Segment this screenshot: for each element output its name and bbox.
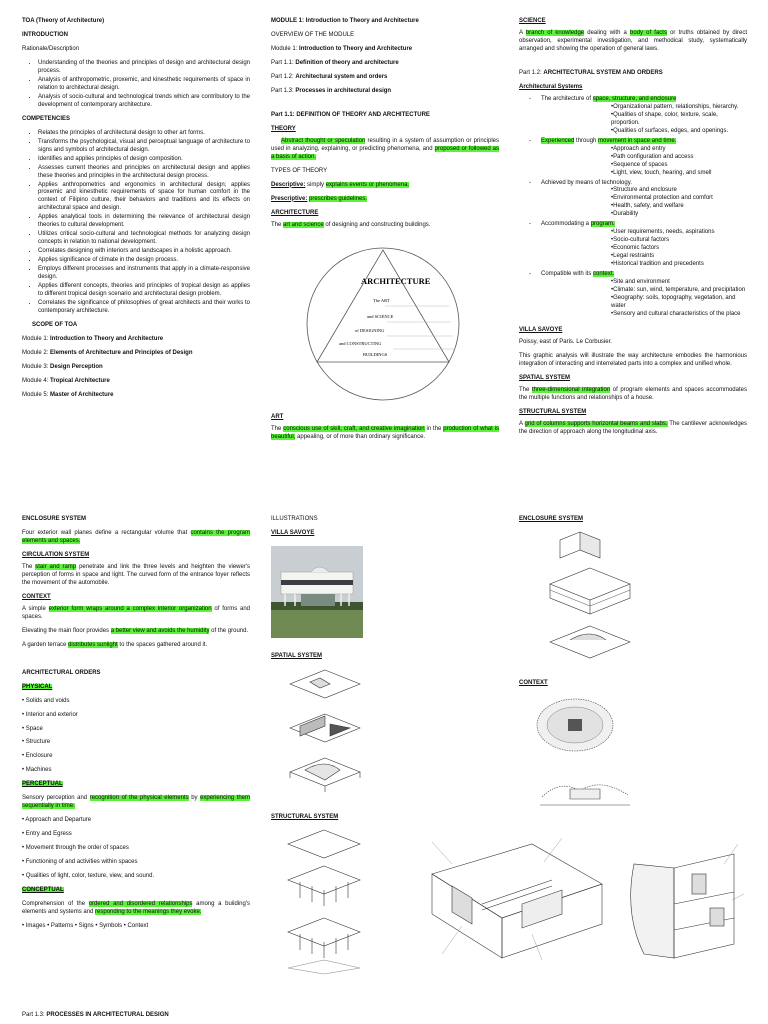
module-name: Elements of Architecture and Principles of Design — [50, 349, 193, 356]
conceptual-text — [22, 901, 250, 917]
art-definition — [271, 426, 499, 442]
list-item: • Enclosure — [22, 753, 53, 760]
diagram-the-art: The ART — [373, 298, 390, 303]
villa-location: Poissy, east of Paris. Le Corbusier. — [519, 338, 612, 345]
types-heading: TYPES OF THEORY — [271, 167, 328, 174]
text-run: The — [519, 386, 532, 393]
part-name: PROCESSES IN ARCHITECTURAL DESIGN — [46, 1012, 169, 1018]
document-title: TOA (Theory of Architecture) — [22, 18, 105, 24]
list-item: • Organizational pattern, relationships, hierarchy. — [611, 104, 747, 112]
context-text — [22, 628, 250, 636]
highlight: three-dimensional integration — [531, 386, 611, 393]
annotation-leader — [544, 838, 562, 862]
conceptual-list: • Images • Patterns • Signs • Symbols • Context — [22, 923, 149, 930]
list-item: • Approach and Departure — [22, 817, 92, 824]
structural-system-illustration-heading: STRUCTURAL SYSTEM — [271, 814, 339, 820]
art-section — [271, 414, 499, 448]
list-item — [519, 180, 747, 220]
list-item: • Space — [22, 725, 43, 732]
text-run: or truths obtained by direct observation, experimental investigation, and methodical study, systematically arranged and showing the operation of general laws. — [519, 29, 747, 52]
text-run: by — [188, 795, 201, 802]
enclosure-stack-element — [580, 532, 600, 558]
module-name: Introduction to Theory and Architecture — [299, 45, 413, 52]
module-prefix: Module 2: — [22, 349, 51, 356]
enclosure-system-text — [22, 530, 250, 546]
module-line — [22, 378, 250, 386]
text-run: A garden terrace — [22, 641, 69, 648]
list-item — [519, 271, 747, 319]
text-run: Four exterior wall planes define a rectangular volume that — [22, 529, 191, 536]
circulation-system-heading: CIRCULATION SYSTEM — [22, 551, 90, 558]
text-run: Sensory perception and — [22, 795, 90, 802]
highlight: conscious use of skill, craft, and creative imagination — [283, 425, 425, 432]
structural-system-text — [519, 421, 747, 437]
theory-heading: THEORY — [271, 125, 296, 132]
highlight: exterior form wraps around a complex interior organization — [48, 605, 212, 612]
highlight: grid of columns supports horizontal beams and slabs. — [524, 420, 668, 427]
list-item: • Environmental protection and comfort — [611, 195, 747, 203]
cutaway-room — [692, 874, 706, 894]
context-heading: CONTEXT — [22, 593, 51, 600]
list-item: • Employs different processes and instruments that apply in a climate-responsive design. — [38, 266, 250, 282]
highlight: production of what is beautiful, — [271, 425, 500, 440]
site-house — [568, 719, 582, 731]
text-run: of forms and spaces. — [22, 605, 251, 620]
text-run: A simple — [22, 605, 49, 612]
context-illustration-heading: CONTEXT — [519, 680, 548, 686]
highlight: ordered and disordered relationships — [88, 901, 193, 908]
highlight: responding to the meanings they evoke. — [95, 909, 202, 916]
list-item: • Correlates designing with interiors and landscapes in a holistic approach. — [38, 248, 250, 256]
axonometric-block — [305, 764, 340, 780]
list-item: • Interior and exterior — [22, 711, 78, 718]
diagram-circle — [307, 248, 459, 400]
list-item: • Applies analytical tools in determining the relevance of architectural design theories to cultural development. — [38, 214, 250, 230]
highlight: a better view and avoids the humidity — [110, 627, 210, 634]
highlight: movement in space and time. — [598, 137, 677, 144]
module1-column — [271, 18, 499, 236]
highlight: PERCEPTUAL — [22, 781, 63, 788]
highlight: CONCEPTUAL — [22, 887, 64, 894]
context-label-block — [519, 680, 747, 688]
spatial-system-illustration-heading: SPATIAL SYSTEM — [271, 653, 323, 659]
text-run: simply — [305, 181, 326, 188]
part-line — [271, 88, 499, 96]
highlight: proposed or followed as a basis of action. — [271, 145, 499, 160]
list-item: • Analysis of anthropometric, proxemic, and kinesthetic requirements of space in relation to architectural design. — [38, 77, 250, 93]
text-run: The cantilever acknowledges the direction of approach along the longitudinal axis. — [519, 420, 748, 435]
structure-slab — [288, 830, 360, 858]
sub-list — [541, 279, 747, 319]
diagram-of-designing: of DESIGNING — [355, 328, 385, 333]
module-prefix: Module 1: — [271, 45, 300, 52]
text-run: dealing with a — [584, 29, 631, 36]
list-item: • Site and environment — [611, 279, 747, 287]
part-name: Architectural system and orders — [295, 73, 388, 80]
perspective-room — [522, 890, 562, 928]
highlight: PHYSICAL — [22, 683, 53, 690]
module-line — [22, 364, 250, 372]
text-run: penetrate and link the three levels and heighten the viewer's perception of forms in space and light. The curved form of the entrance foyer reflects the movement of the automobile. — [22, 563, 250, 586]
cutaway-floor — [674, 918, 734, 930]
architectural-systems-list — [519, 96, 747, 319]
list-item: • Movement through the order of spaces — [22, 845, 129, 852]
descriptive-line — [271, 182, 499, 190]
context-site-perspective — [540, 765, 630, 815]
list-item: • Understanding of the theories and principles of design and architectural design process. — [38, 60, 250, 76]
structure-slab — [288, 918, 360, 946]
part12-heading — [519, 70, 747, 78]
list-item: • Identifies and applies principles of design composition. — [38, 156, 250, 164]
part-line — [271, 60, 499, 68]
list-item: • Socio-cultural factors — [611, 237, 747, 245]
part-name: ARCHITECTURAL SYSTEM AND ORDERS — [543, 69, 663, 76]
enclosure-window-band — [550, 590, 590, 606]
architectural-orders-heading: ARCHITECTURAL ORDERS — [22, 669, 101, 676]
part-prefix: Part 1.1: — [271, 59, 296, 66]
module-name: Master of Architecture — [50, 391, 114, 398]
conceptual-heading — [22, 887, 250, 895]
overview-label: OVERVIEW OF THE MODULE — [271, 31, 355, 38]
list-item: • Applies anthropometrics and ergonomics in architectural design; applies proxemic and kinesthetic requirements of space for human comfort in the context of Filipino culture, their behaviors and traditions and its effects on architectural space and design. — [38, 182, 250, 214]
site-house-volume — [570, 789, 600, 799]
text-run: A — [519, 29, 526, 36]
competencies-list — [22, 130, 250, 316]
photo-ribbon-window — [281, 580, 353, 585]
perspective-room — [452, 886, 472, 924]
highlight: contains the program elements and spaces. — [22, 529, 250, 544]
list-item: • Structure — [22, 739, 51, 746]
text-run: resulting in a system of assumption or principles used in analyzing, explaining, or predicting phenomena, and — [271, 137, 500, 152]
sectional-perspective-drawing — [412, 834, 612, 968]
prescriptive-line — [271, 196, 499, 204]
structure-slab — [288, 866, 360, 894]
part-prefix: Part 1.3: — [271, 87, 296, 94]
toa-overview-column — [22, 18, 250, 406]
enclosure-curved-foyer — [570, 634, 606, 640]
science-heading: SCIENCE — [519, 18, 546, 24]
list-item — [519, 96, 747, 136]
sub-list — [541, 104, 747, 136]
list-item: • Relates the principles of architectural design to other art forms. — [38, 130, 250, 138]
context-site-plan — [530, 690, 620, 760]
module-prefix: Module 1: — [22, 335, 51, 342]
art-heading: ART — [271, 414, 284, 420]
text-run: The architecture of — [541, 95, 593, 102]
highlight: body of facts — [630, 29, 667, 36]
list-item — [519, 221, 747, 269]
science-definition — [519, 30, 747, 54]
module-line — [271, 46, 499, 54]
module-line — [22, 350, 250, 358]
text-run: The — [271, 425, 284, 432]
highlight: experiencing them sequentially in time. — [22, 795, 251, 810]
annotation-leader — [432, 842, 452, 864]
list-item — [519, 138, 747, 178]
cutaway-room — [710, 908, 724, 926]
structural-system-heading: STRUCTURAL SYSTEM — [519, 408, 587, 415]
part-prefix: Part 1.3: — [22, 1012, 47, 1018]
list-item: • Functioning of and activities within spaces — [22, 859, 138, 866]
text-run: among a building's elements and systems and — [22, 901, 250, 916]
module-line — [22, 392, 250, 400]
module-name: Design Perception — [50, 363, 103, 370]
text-run: The — [271, 221, 284, 228]
list-item: • Health, safety, and welfare — [611, 203, 747, 211]
part-name: Processes in architectural design — [295, 87, 392, 94]
list-item: • Geography: soils, topography, vegetation, and water — [611, 295, 747, 311]
list-item: • Assesses current theories and principles on architectural design and applies these theories and principles in the architectural design process. — [38, 165, 250, 181]
highlight: stair and ramp — [35, 563, 77, 570]
text-run: through — [574, 137, 599, 144]
highlight: context. — [593, 271, 615, 278]
list-item: • Durability — [611, 211, 747, 219]
list-item: • Path configuration and access — [611, 154, 747, 162]
diagram-and-constructing: and CONSTRUCTING — [339, 341, 382, 346]
illustrations-column — [271, 516, 499, 538]
highlight: art and science — [283, 221, 324, 228]
annotation-leader — [442, 926, 462, 954]
list-item: • Structure and enclosure — [611, 187, 747, 195]
enclosure-wall — [590, 584, 630, 614]
highlight: prescribes guidelines. — [309, 195, 368, 202]
list-item: • Economic factors — [611, 245, 747, 253]
part-line — [271, 74, 499, 82]
enclosure-plane — [550, 568, 630, 600]
enclosure-system-illustration-heading: ENCLOSURE SYSTEM — [519, 516, 584, 522]
sub-list — [541, 187, 747, 219]
list-item: • Sensory and cultural characteristics of the place — [611, 311, 747, 319]
axonometric-block — [330, 724, 350, 736]
cutaway-volume — [674, 854, 734, 958]
list-item: • Approach and entry — [611, 146, 747, 154]
architecture-definition — [271, 222, 499, 230]
list-item: • Qualities of shape, color, texture, scale, proportion. — [611, 112, 747, 128]
architecture-triangle-diagram — [277, 244, 489, 404]
text-run: Accommodating a — [541, 221, 591, 228]
highlight: recognition of the physical elements — [89, 795, 189, 802]
module-prefix: Module 3: — [22, 363, 51, 370]
diagram-and-science: and SCIENCE — [367, 314, 394, 319]
list-item: • Utilizes critical socio-cultural and technological methods for analyzing design concepts in relation to national development. — [38, 231, 250, 247]
structural-system-label-block — [271, 814, 499, 822]
list-item: • Qualities of light, color, texture, view, and sound. — [22, 873, 155, 880]
introduction-heading: INTRODUCTION — [22, 31, 68, 38]
text-run: The — [22, 563, 36, 570]
villa-description: This graphic analysis will illustrate the way architecture embodies the harmonious integration of interacting and interrelated parts into a complex and unified whole. — [519, 352, 747, 367]
context-text — [22, 606, 250, 622]
text-run: Comprehension of the — [22, 901, 89, 908]
science-systems-column — [519, 18, 747, 443]
enclosure-window-band — [590, 590, 630, 606]
sub-list — [541, 146, 747, 178]
rationale-list — [22, 60, 250, 110]
villa-savoye-photo — [271, 546, 363, 638]
spatial-system-heading: SPATIAL SYSTEM — [519, 374, 571, 381]
enclosure-stack-element — [560, 532, 580, 558]
theory-definition — [271, 138, 499, 162]
villa-savoye-illustration-heading: VILLA SAVOYE — [271, 529, 315, 536]
enclosure-system-drawing — [540, 528, 650, 668]
list-item: • Climate: sun, wind, temperature, and precipitation — [611, 287, 747, 295]
text-run: Achieved by means of technology. — [541, 179, 632, 186]
text-run: to the spaces gathered around it. — [117, 641, 208, 648]
scope-heading: SCOPE OF TOA — [32, 322, 78, 328]
part-name: Definition of theory and architecture — [295, 59, 399, 66]
highlight: Experienced — [541, 137, 575, 144]
highlight: distributes sunlight — [68, 641, 118, 648]
module-prefix: Module 4: — [22, 377, 51, 384]
rationale-label: Rationale/Description — [22, 45, 80, 52]
architecture-heading: ARCHITECTURE — [271, 209, 319, 216]
perceptual-text — [22, 795, 250, 811]
text-run: A — [519, 420, 525, 427]
annotation-leader — [724, 844, 738, 864]
diagram-title: ARCHITECTURE — [361, 276, 431, 286]
highlight: program. — [590, 221, 615, 228]
physical-heading — [22, 684, 250, 692]
text-run: in the — [424, 425, 444, 432]
highlight: space, structure, and enclosure — [592, 95, 677, 102]
module-name: Introduction to Theory and Architecture — [50, 335, 164, 342]
villa-systems-column — [22, 516, 250, 937]
cutaway-curved-wall — [631, 864, 674, 958]
list-item: • Machines — [22, 767, 52, 774]
context-text — [22, 642, 250, 650]
list-item: • Solids and voids — [22, 697, 70, 704]
module-prefix: Module 5: — [22, 391, 51, 398]
perceptual-heading — [22, 781, 250, 789]
list-item: • Applies different concepts, theories and principles of tropical design as applies to different tropical design scenario and architectural design problem. — [38, 283, 250, 299]
illustrations-label: ILLUSTRATIONS — [271, 516, 318, 522]
architectural-systems-heading: Architectural Systems — [519, 83, 583, 90]
text-run: appealing, or of more than ordinary significance. — [295, 433, 426, 440]
enclosure-context-column — [519, 516, 747, 524]
list-item: • Applies significance of climate in the design process. — [38, 257, 250, 265]
list-item: • Analysis of socio-cultural and technological trends which are contributory to the development of contemporary architecture. — [38, 94, 250, 110]
enclosure-system-heading: ENCLOSURE SYSTEM — [22, 516, 87, 522]
part-prefix: Part 1.2: — [271, 73, 296, 80]
spatial-system-drawing — [280, 666, 370, 806]
diagram-buildings: BUILDINGS — [363, 352, 388, 357]
circulation-system-text — [22, 564, 250, 588]
prescriptive-label: Prescriptive: — [271, 195, 308, 202]
photo-ground-floor — [301, 594, 335, 606]
spatial-system-text — [519, 387, 747, 403]
text-run: of program elements and spaces accommodates the multiple functions and relationships of a house. — [519, 386, 747, 401]
footer-part13 — [22, 1012, 169, 1018]
part-prefix: Part 1.2: — [519, 69, 544, 76]
module-line — [22, 336, 250, 344]
highlight: branch of knowledge — [525, 29, 585, 36]
highlight: Abstract thought or speculation — [281, 137, 366, 144]
list-item: • Light, view, touch, hearing, and smell — [611, 170, 747, 178]
list-item: • Historical tradition and precedents — [611, 261, 747, 269]
text-run: Elevating the main floor provides — [22, 627, 111, 634]
list-item: • Entry and Egress — [22, 831, 72, 838]
enclosure-plane — [550, 626, 630, 658]
list-item: • Legal restraints — [611, 253, 747, 261]
list-item: • Qualities of surfaces, edges, and openings. — [611, 128, 747, 136]
descriptive-label: Descriptive: — [271, 181, 306, 188]
competencies-heading: COMPETENCIES — [22, 115, 71, 122]
photo-lawn — [271, 608, 363, 638]
list-item: • Sequence of spaces — [611, 162, 747, 170]
cutaway-section-drawing — [614, 834, 754, 974]
list-item: • User requirements, needs, aspirations — [611, 229, 747, 237]
text-run: of the ground. — [209, 627, 249, 634]
list-item: • Correlates the significance of philosophies of great architects and their works to contemporary architecture. — [38, 300, 250, 316]
structure-slab — [288, 960, 360, 974]
module1-title: MODULE 1: Introduction to Theory and Architecture — [271, 18, 419, 24]
sub-list — [541, 229, 747, 269]
text-run: of designing and constructing buildings. — [323, 221, 431, 228]
module-name: Tropical Architecture — [50, 377, 110, 384]
list-item: • Transforms the psychological, visual and perceptual language of architecture to signs and symbols of architectural design. — [38, 139, 250, 155]
villa-savoye-heading: VILLA SAVOYE — [519, 326, 563, 333]
structural-system-drawing — [278, 826, 370, 976]
part11-heading: Part 1.1: DEFINITION OF THEORY AND ARCHITECTURE — [271, 111, 430, 118]
spatial-system-label-block — [271, 653, 499, 661]
axonometric-block — [310, 678, 330, 688]
text-run: Compatible with its — [541, 271, 594, 278]
enclosure-wall — [550, 584, 590, 614]
highlight: explains events or phenomena. — [325, 181, 410, 188]
